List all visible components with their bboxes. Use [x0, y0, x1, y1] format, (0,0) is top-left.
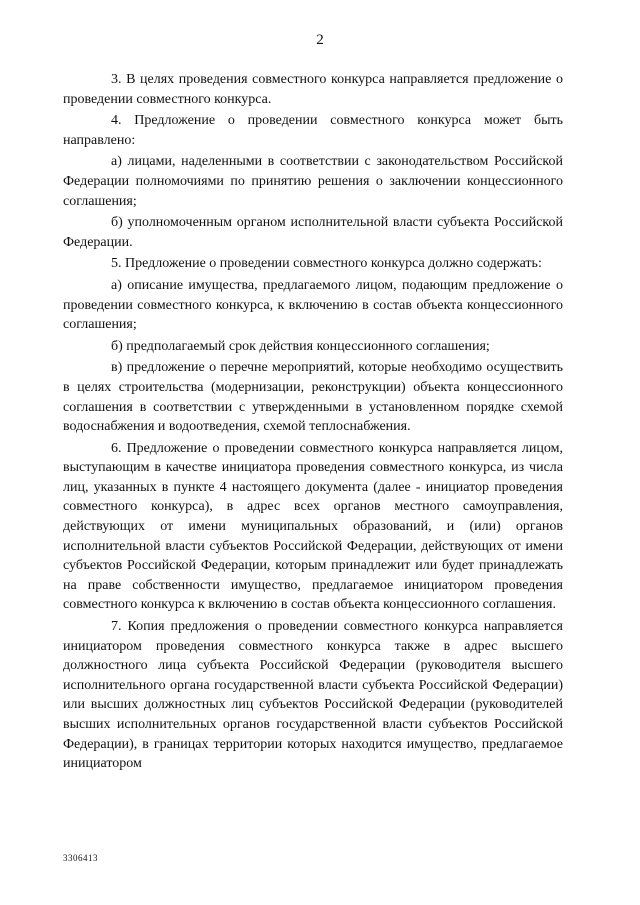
page-number: 2 — [316, 32, 324, 48]
paragraph-7: 7. Копия предложения о проведении совместного конкурса направляется инициатором проведения совместного конкурса также в адрес высшего должностного лица субъекта Российской Федерации (руководителя высшего исполнительного органа государственной власти субъекта Российской Федерации) или высших должностных лиц субъектов Российской Федерации (руководителей высших исполнительных органов государственной власти субъектов Российской Федерации), в границах территории которых находится имущество, предлагаемое инициатором — [63, 619, 563, 772]
paragraph-5: 5. Предложение о проведении совместного конкурса должно содержать: — [111, 256, 542, 272]
paragraph-5b: б) предполагаемый срок действия концессионного соглашения; — [111, 338, 490, 354]
paragraph-6: 6. Предложение о проведении совместного конкурса направляется лицом, выступающим в качестве инициатора проведения совместного конкурса, из числа лиц, указанных в пункте 4 настоящего документа (далее - инициатор проведения совместного конкурса), в адрес всех органов местного самоуправления, действующих от имени муниципальных образований, и (или) органов исполнительной власти субъектов Российской Федерации, действующих от имени субъектов Российской Федерации, которым принадлежит или будет принадлежать на праве собственности имущество, предлагаемое инициатором проведения совместного конкурса к включению в состав объекта концессионного соглашения. — [63, 440, 563, 613]
paragraph-3: 3. В целях проведения совместного конкурса направляется предложение о проведении совместного конкурса. — [63, 72, 563, 107]
document-code: 3306413 — [63, 853, 98, 863]
paragraph-5a: а) описание имущества, предлагаемого лицом, подающим предложение о проведении совместного конкурса, к включению в состав объекта концессионного соглашения; — [63, 277, 563, 333]
document-body — [63, 70, 563, 774]
paragraph-4b: б) уполномоченным органом исполнительной власти субъекта Российской Федерации. — [63, 215, 563, 250]
paragraph-5v: в) предложение о перечне мероприятий, которые необходимо осуществить в целях строительства (модернизации, реконструкции) объекта концессионного соглашения в соответствии с утвержденными в установленном порядке схемой водоснабжения и водоотведения, схемой теплоснабжения. — [63, 360, 563, 435]
paragraph-4a: а) лицами, наделенными в соответствии с законодательством Российской Федерации полномочиями по принятию решения о заключении концессионного соглашения; — [63, 154, 563, 209]
paragraph-4: 4. Предложение о проведении совместного конкурса может быть направлено: — [63, 113, 563, 148]
